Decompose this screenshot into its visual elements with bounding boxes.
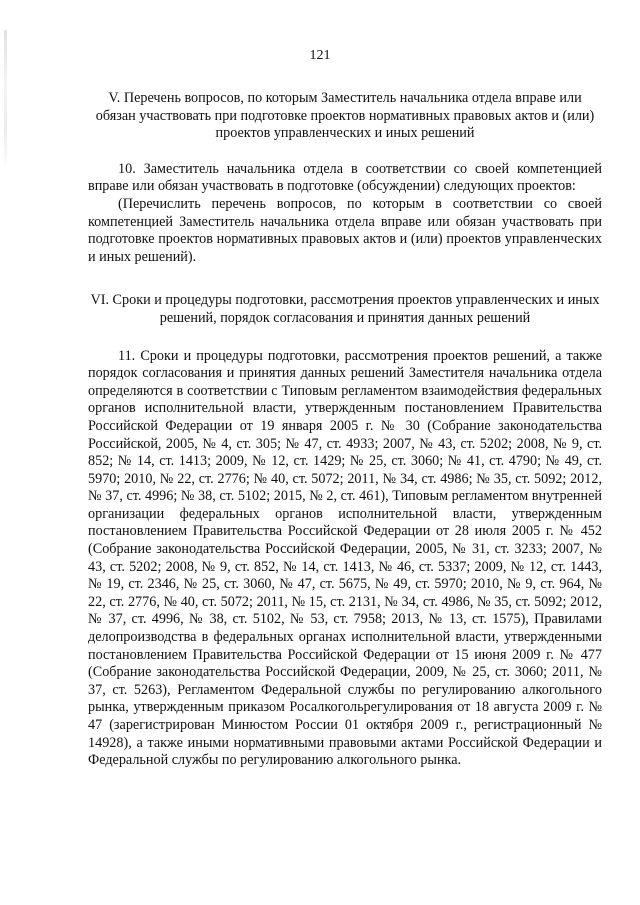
section-5-heading: V. Перечень вопросов, по которым Заместитель начальника отдела вправе или обязан участвовать при подготовке проектов нормативных правовых актов и (или) проектов управленческих и иных решений xyxy=(95,90,595,142)
section-6-heading: VI. Сроки и процедуры подготовки, рассмотрения проектов управленческих и иных решений, порядок согласования и принятия данных решений xyxy=(90,292,600,326)
paragraph-11: 11. Сроки и процедуры подготовки, рассмотрения проектов решений, а также порядок согласования и принятия данных решений Заместителя начальника отдела определяются в соответствии с Типовым регламентом взаимодействия федеральных органов исполнительной власти, утвержденным постановлением Правительства Российской Федерации от 19 января 2005 г. № 30 (Собрание законодательства Российской, 2005, № 4, ст. 305; № 47, ст. 4933; 2007, № 43, ст. 5202; 2008, № 9, ст. 852; № 14, ст. 1413; 2009, № 12, ст. 1429; № 25, ст. 3060; № 41, ст. 4790; № 49, ст. 5970; 2010, № 22, ст. 2776; № 40, ст. 5072; 2011, № 34, ст. 4986; № 35, ст. 5092; 2012, № 37, ст. 4996; № 38, ст. 5102; 2015, № 2, ст. 461), Типовым регламентом внутренней организации федеральных органов исполнительной власти, утвержденным постановлением Правительства Российской Федерации от 28 июля 2005 г. № 452 (Собрание законодательства Российской Федерации, 2005, № 31, ст. 3233; 2007, № 43, ст. 5202; 2008, № 9, ст. 852, № 14, ст. 1413, № 46, ст. 5337; 2009, № 12, ст. 1443, № 19, ст. 2346, № 25, ст. 3060, № 47, ст. 5675, № 49, ст. 5970; 2010, № 9, ст. 964, № 22, ст. 2776, № 40, ст. 5072; 2011, № 15, ст. 2131, № 34, ст. 4986, № 35, ст. 5092; 2012, № 37, ст. 4996, № 38, ст. 5102, № 53, ст. 7958; 2013, № 13, ст. 1575), Правилами делопроизводства в федеральных органах исполнительной власти, утвержденными постановлением Правительства Российской Федерации от 15 июня 2009 г. № 477 (Собрание законодательства Российской Федерации, 2009, № 25, ст. 3060; 2011, № 37, ст. 5263), Регламентом Федеральной службы по регулированию алкогольного рынка, утвержденным приказом Росалкогольрегулирования от 18 августа 2009 г. № 47 (зарегистрирован Минюстом России 01 октября 2009 г., регистрационный № 14928), а также иными нормативными правовыми актами Российской Федерации и Федеральной службы по регулированию алкогольного рынка. xyxy=(88,347,602,769)
paragraph-10: 10. Заместитель начальника отдела в соответствии со своей компетенцией вправе или обязан участвовать в подготовке (обсуждении) следующих проектов: xyxy=(88,160,602,195)
page-number: 121 xyxy=(309,48,331,63)
document-body xyxy=(88,90,602,770)
paragraph-10-detail: (Перечислить перечень вопросов, по которым в соответствии со своей компетенцией Заместитель начальника отдела вправе или обязан участвовать при подготовке проектов нормативных правовых актов и (или) проектов управленческих и иных решений). xyxy=(88,195,602,265)
